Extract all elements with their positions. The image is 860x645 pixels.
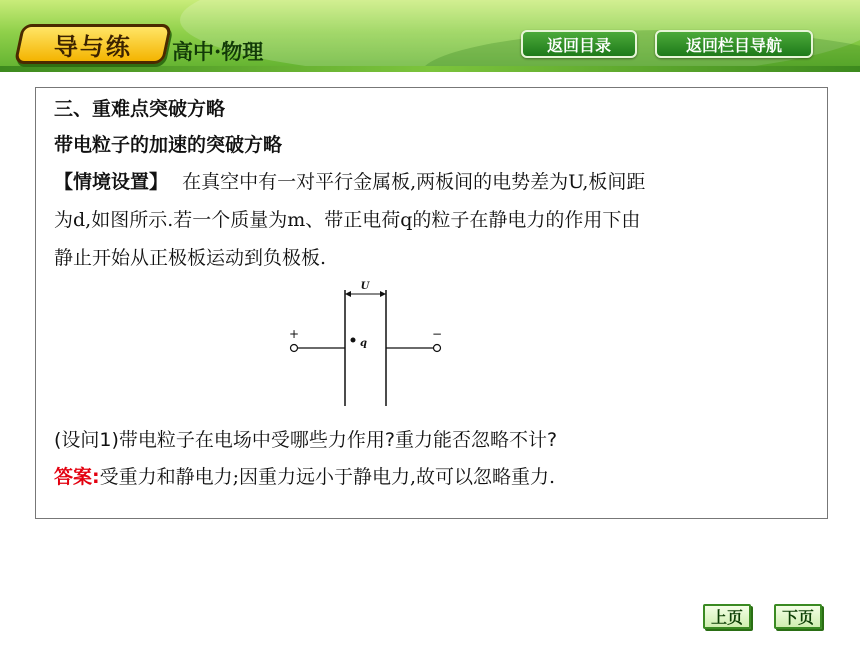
scenario-paragraph-line: 静止开始从正极板运动到负极板. [54, 247, 327, 269]
minus-sign: − [431, 327, 443, 341]
back-to-contents-button[interactable]: 返回目录 [521, 30, 637, 58]
positive-terminal [291, 345, 298, 352]
scenario-paragraph-line [54, 167, 645, 194]
answer-line [54, 462, 555, 489]
parallel-plate-diagram [276, 278, 456, 408]
scenario-paragraph-line: 为d,如图所示.若一个质量为m、带正电荷q的粒子在静电力的作用下由 [54, 209, 641, 231]
charge-label: q [360, 338, 367, 349]
scenario-tag: 【情境设置】 [54, 171, 169, 193]
answer-label: 答案: [54, 466, 100, 488]
header-divider [0, 66, 860, 72]
brand-logo-text: 导与练 [54, 32, 132, 61]
dimension-arrow-right [380, 291, 386, 297]
next-page-button[interactable]: 下页 [774, 604, 822, 629]
previous-page-button[interactable]: 上页 [703, 604, 751, 629]
section-title: 三、重难点突破方略 [54, 98, 226, 120]
question-text: (设问1)带电粒子在电场中受哪些力作用?重力能否忽略不计? [54, 429, 558, 451]
voltage-label: U [360, 281, 370, 292]
topic-title: 带电粒子的加速的突破方略 [54, 134, 283, 156]
content-panel [35, 87, 828, 519]
brand-logo [14, 24, 173, 64]
subject-title: 高中·物理 [172, 39, 264, 64]
dimension-arrow-left [345, 291, 351, 297]
plus-sign: + [288, 327, 300, 341]
back-to-section-nav-button[interactable]: 返回栏目导航 [655, 30, 813, 58]
charged-particle [351, 338, 356, 343]
answer-text: 受重力和静电力;因重力远小于静电力,故可以忽略重力. [99, 466, 556, 488]
negative-terminal [434, 345, 441, 352]
scenario-text: 在真空中有一对平行金属板,两板间的电势差为U,板间距 [182, 171, 646, 193]
